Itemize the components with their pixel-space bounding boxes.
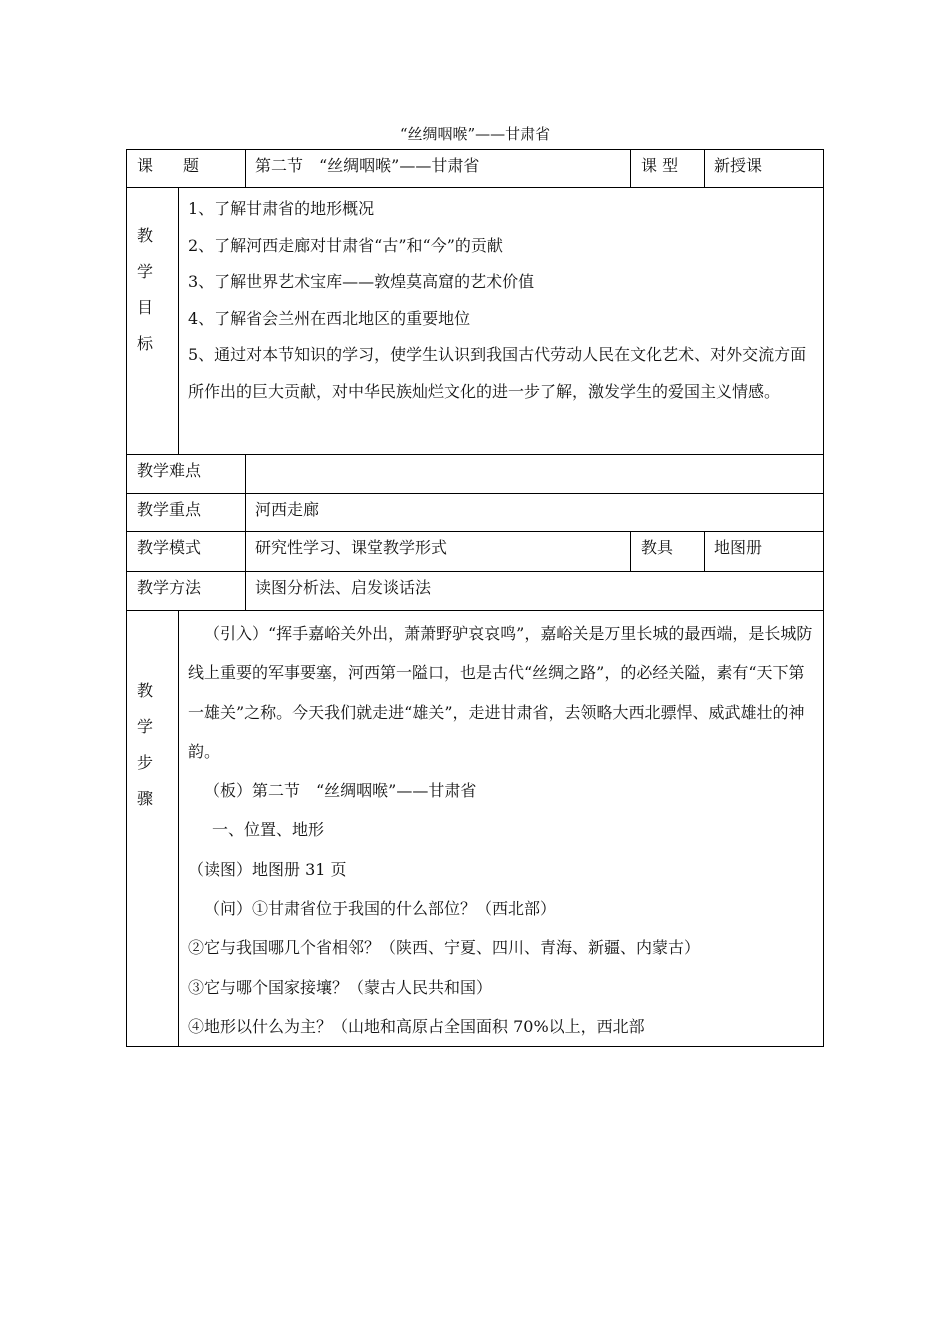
step-line: （读图）地图册 31 页 (188, 859, 347, 879)
tools-label: 教具 (641, 538, 674, 557)
type-value: 新授课 (714, 156, 763, 175)
mode-label-cell (127, 532, 246, 572)
objective-item: 1、了解甘肃省的地形概况 (188, 199, 375, 218)
mode-value-cell (246, 532, 631, 572)
row-steps (127, 611, 824, 1047)
objective-item: 2、了解河西走廊对甘肃省“古”和“今”的贡献 (188, 235, 503, 255)
row-key-points (127, 494, 824, 532)
step-line: ②它与我国哪几个省相邻？（陕西、宁夏、四川、青海、新疆、内蒙古） (188, 938, 701, 958)
topic-label-a: 课 (137, 156, 154, 175)
steps-content (179, 611, 823, 1046)
method-label: 教学方法 (137, 578, 202, 597)
lesson-plan-table (126, 149, 824, 1047)
difficulty-value-cell (246, 455, 824, 494)
difficulty-value (246, 455, 823, 459)
key-points-value: 河西走廊 (255, 500, 320, 519)
steps-label: 教 学 步 骤 (137, 681, 154, 808)
objective-item: 3、了解世界艺术宝库——敦煌莫高窟的艺术价值 (188, 272, 535, 292)
objectives-label: 教 学 目 标 (137, 226, 154, 353)
difficulty-label-cell (127, 455, 246, 494)
step-line: ④地形以什么为主？（山地和高原占全国面积 70%以上，西北部 (188, 1016, 645, 1036)
mode-value: 研究性学习、课堂教学形式 (255, 538, 448, 557)
topic-value-cell (246, 150, 631, 188)
method-label-cell (127, 572, 246, 611)
row-objectives (127, 188, 824, 455)
method-value-cell (246, 572, 824, 611)
row-difficulty (127, 455, 824, 494)
tools-label-cell (631, 532, 705, 572)
objectives-label-cell (127, 188, 179, 455)
type-value-cell (705, 150, 824, 188)
page-title: “丝绸咽喉”——甘肃省 (399, 125, 551, 143)
mode-label: 教学模式 (137, 538, 202, 557)
type-label: 课 型 (641, 156, 679, 175)
key-points-label: 教学重点 (137, 500, 202, 519)
difficulty-label: 教学难点 (137, 461, 202, 480)
row-mode (127, 532, 824, 572)
step-line: ③它与哪个国家接壤？（蒙古人民共和国） (188, 977, 493, 997)
steps-label-cell (127, 611, 179, 1047)
objectives-list (179, 188, 823, 411)
key-points-label-cell (127, 494, 246, 532)
step-line: （板）第二节 “丝绸咽喉”——甘肃省 (204, 781, 477, 801)
method-value: 读图分析法、启发谈话法 (255, 578, 432, 597)
type-label-cell (631, 150, 705, 188)
step-line: 一、位置、地形 (212, 820, 325, 840)
tools-value-cell (705, 532, 824, 572)
row-method (127, 572, 824, 611)
steps-body-cell (179, 611, 824, 1047)
step-line: （问）①甘肃省位于我国的什么部位？（西北部） (204, 899, 557, 919)
objective-item: 5、通过对本节知识的学习，使学生认识到我国古代劳动人民在文化艺术、对外交流方面所作出的巨大贡献，对中华民族灿烂文化的进一步了解，激发学生的爱国主义情感。 (188, 345, 807, 401)
step-line: （引入）“挥手嘉峪关外出，萧萧野驴哀哀鸣”，嘉峪关是万里长城的最西端，是长城防线上重要的军事要塞，河西第一隘口，也是古代“丝绸之路”，的必经关隘，素有“天下第一雄关”之称。今天我们就走进“雄关”，走进甘肃省，去领略大西北骠悍、威武雄壮的神韵。 (188, 624, 813, 761)
key-points-value-cell (246, 494, 824, 532)
tools-value: 地图册 (714, 538, 763, 557)
topic-value: 第二节 “丝绸咽喉”——甘肃省 (255, 156, 480, 175)
objectives-body-cell (179, 188, 824, 455)
topic-label-b: 题 (183, 156, 200, 175)
objective-item: 4、了解省会兰州在西北地区的重要地位 (188, 308, 471, 328)
topic-label-cell (127, 150, 246, 188)
row-topic (127, 150, 824, 188)
